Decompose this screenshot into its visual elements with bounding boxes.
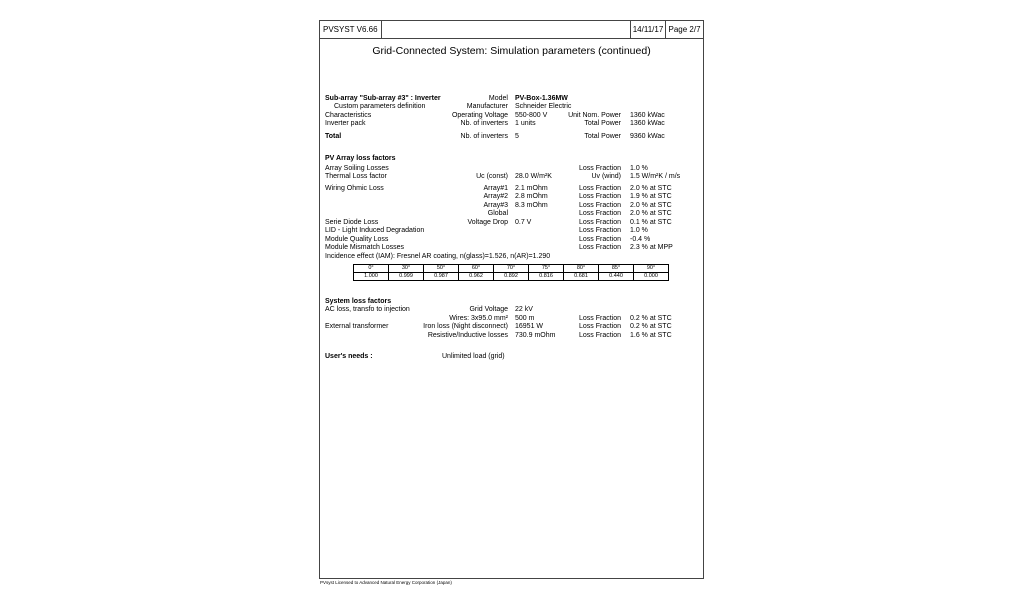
array-pct: 2.0 % at STC [630,185,672,192]
iron-loss-value: 16951 W [515,323,544,330]
user-needs-value: Unlimited load (grid) [442,353,505,360]
diode-pct: 0.1 % at STC [630,219,672,226]
thermal-label: Thermal Loss factor [325,173,387,180]
diode-lf-label: Loss Fraction [579,219,622,226]
resistive-pct: 1.6 % at STC [630,332,672,339]
global-lf-label: Loss Fraction [579,210,622,217]
page-title: Grid-Connected System: Simulation parameters (continued) [372,45,651,57]
iam-label: Incidence effect (IAM): Fresnel AR coating, n(glass)=1.526, n(AR)=1.290 [325,253,551,260]
characteristics-label: Characteristics [325,112,372,119]
resistive-value: 730.9 mOhm [515,332,556,339]
unit-power-label: Unit Nom. Power [568,112,621,119]
iam-value: 1.000 [354,273,389,281]
iam-table [353,264,669,281]
iam-angle: 90° [634,265,669,273]
user-needs-label: User's needs : [325,353,373,360]
iam-angle-row [354,265,669,273]
lid-label: LID - Light Induced Degradation [325,227,425,234]
iam-value: 0.987 [424,273,459,281]
software-version: PVSYST V6.66 [320,21,382,38]
nb-inverters-label: Nb. of inverters [460,120,508,127]
array-value: 2.1 mOhm [515,185,548,192]
resistive-label: Resistive/Inductive losses [427,332,508,339]
iam-angle: 30° [389,265,424,273]
ac-loss-label: AC loss, transfo to injection [325,306,410,313]
mismatch-label: Module Mismatch Losses [325,244,404,251]
op-voltage-label: Operating Voltage [451,112,508,119]
total-total-power-value: 9360 kWac [630,133,665,140]
lid-lf-label: Loss Fraction [579,227,622,234]
license-footer: PVsyst Licensed to Advanced Natural Energy Corporation (Japan) [320,580,452,585]
mismatch-pct: 2.3 % at MPP [630,244,673,251]
iam-angle: 60° [459,265,494,273]
soiling-lf-label: Loss Fraction [579,165,622,172]
uc-value: 28.0 W/m²K [515,173,552,180]
mismatch-lf-label: Loss Fraction [579,244,622,251]
iam-value: 0.000 [634,273,669,281]
diode-vd-label: Voltage Drop [467,219,508,226]
iron-lf-label: Loss Fraction [579,323,622,330]
iam-value-row [354,273,669,281]
unit-power-value: 1360 kWac [630,112,665,119]
iam-value: 0.962 [459,273,494,281]
iam-value: 0.999 [389,273,424,281]
iron-pct: 0.2 % at STC [630,323,672,330]
custom-params-label: Custom parameters definition [334,103,426,110]
iam-angle: 75° [529,265,564,273]
diode-label: Serie Diode Loss [325,219,379,226]
array-pct: 1.9 % at STC [630,193,672,200]
iam-angle: 50° [424,265,459,273]
total-total-power-label: Total Power [584,133,621,140]
total-nb-inverters-value: 5 [515,133,519,140]
report-page [319,20,704,579]
nb-inverters-value: 1 units [515,120,536,127]
array-lf-label: Loss Fraction [579,185,622,192]
wires-value: 500 m [515,315,535,322]
array-value: 8.3 mOhm [515,202,548,209]
page-header [320,21,703,39]
module-quality-label: Module Quality Loss [325,236,389,243]
op-voltage-value: 550-800 V [515,112,548,119]
model-label: Model [488,95,508,102]
iam-angle: 70° [494,265,529,273]
report-date: 14/11/17 [631,21,666,38]
inverter-pack-label: Inverter pack [325,120,366,127]
subarray-title: Sub-array "Sub-array #3" : Inverter [325,95,441,102]
grid-voltage-value: 22 kV [515,306,533,313]
iam-value: 0.816 [529,273,564,281]
diode-vd-value: 0.7 V [515,219,532,226]
page-number: Page 2/7 [668,25,701,34]
module-quality-lf-label: Loss Fraction [579,236,622,243]
iam-angle: 85° [599,265,634,273]
total-power-value: 1360 kWac [630,120,665,127]
global-pct: 2.0 % at STC [630,210,672,217]
iam-value: 0.892 [494,273,529,281]
uc-label: Uc (const) [476,173,508,180]
total-label: Total [325,133,342,140]
iam-value: 0.681 [564,273,599,281]
manufacturer-value: Schneider Electric [515,103,572,110]
wires-label: Wires: 3x95.0 mm² [449,315,508,322]
iam-angle: 0° [354,265,389,273]
array-label: Array#2 [483,193,508,200]
iam-angle: 80° [564,265,599,273]
ohmic-label: Wiring Ohmic Loss [325,185,384,192]
iron-loss-label: Iron loss (Night disconnect) [423,323,508,330]
total-power-label: Total Power [584,120,621,127]
resistive-lf-label: Loss Fraction [579,332,622,339]
array-lf-label: Loss Fraction [579,193,622,200]
array-label: Array#1 [483,185,508,192]
wires-lf-label: Loss Fraction [579,315,622,322]
pv-loss-heading: PV Array loss factors [325,155,396,162]
total-nb-inverters-label: Nb. of inverters [460,133,508,140]
soiling-label: Array Soiling Losses [325,165,389,172]
array-value: 2.8 mOhm [515,193,548,200]
system-loss-heading: System loss factors [325,298,392,305]
array-lf-label: Loss Fraction [579,202,622,209]
grid-voltage-label: Grid Voltage [469,306,508,313]
uv-value: 1.5 W/m²K / m/s [630,173,681,180]
uv-label: Uv (wind) [591,173,621,180]
module-quality-pct: -0.4 % [630,236,651,243]
soiling-value: 1.0 % [630,165,648,172]
iam-value: 0.440 [599,273,634,281]
global-label: Global [487,210,508,217]
ext-transformer-label: External transformer [325,323,389,330]
wires-pct: 0.2 % at STC [630,315,672,322]
manufacturer-label: Manufacturer [466,103,508,110]
model-value: PV-Box-1.36MW [515,95,568,102]
array-pct: 2.0 % at STC [630,202,672,209]
lid-pct: 1.0 % [630,227,648,234]
header-blank [382,21,631,38]
array-label: Array#3 [483,202,508,209]
